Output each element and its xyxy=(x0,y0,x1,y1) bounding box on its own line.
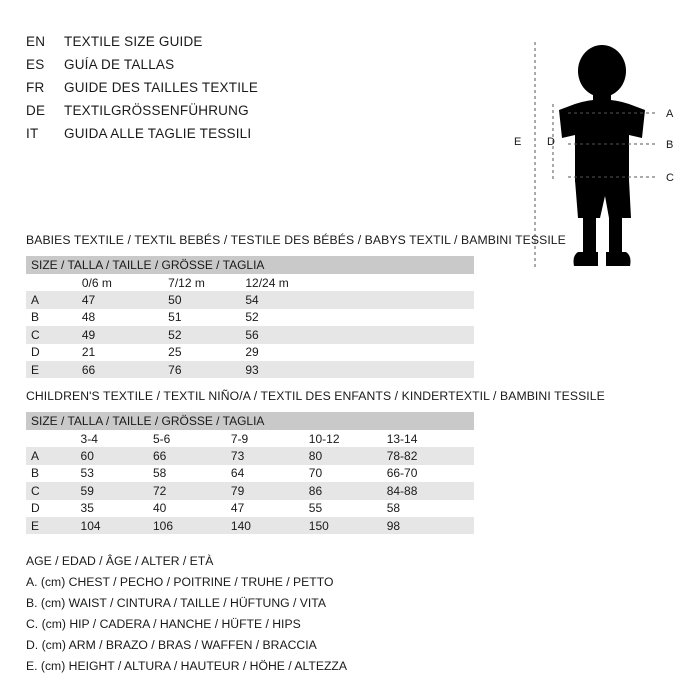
children-row-b-v2: 64 xyxy=(226,465,304,482)
children-row-a-v1: 66 xyxy=(148,447,226,464)
children-row-b-v4: 66-70 xyxy=(382,465,474,482)
children-col-blank xyxy=(26,430,76,447)
legend-item-age: AGE / EDAD / ÂGE / ALTER / ETÀ xyxy=(26,554,214,568)
babies-row-b-v2: 52 xyxy=(240,309,474,326)
babies-row-d-v2: 29 xyxy=(240,344,474,361)
children-size-header: SIZE / TALLA / TAILLE / GRÖSSE / TAGLIA xyxy=(26,412,474,430)
language-code-it: IT xyxy=(26,126,39,141)
table-row xyxy=(26,291,474,308)
babies-col-2: 12/24 m xyxy=(240,274,474,291)
children-row-d-v3: 55 xyxy=(304,500,382,517)
table-row xyxy=(26,309,474,326)
table-column-row xyxy=(26,430,474,447)
children-col-0: 3-4 xyxy=(76,430,148,447)
children-row-c-v0: 59 xyxy=(76,482,148,499)
legend-item-arm: D. (cm) ARM / BRAZO / BRAS / WAFFEN / BRACCIA xyxy=(26,638,317,652)
children-row-b-v1: 58 xyxy=(148,465,226,482)
table-row xyxy=(26,326,474,343)
babies-row-b-v0: 48 xyxy=(77,309,163,326)
table-row xyxy=(26,344,474,361)
children-col-4: 13-14 xyxy=(382,430,474,447)
child-silhouette-icon xyxy=(559,45,645,266)
children-row-c-v2: 79 xyxy=(226,482,304,499)
legend-list xyxy=(26,551,347,677)
table-header-row xyxy=(26,412,474,430)
figure-label-b: B xyxy=(666,139,674,151)
children-row-c-v3: 86 xyxy=(304,482,382,499)
language-code-fr: FR xyxy=(26,80,45,95)
children-row-b-v3: 70 xyxy=(304,465,382,482)
children-col-1: 5-6 xyxy=(148,430,226,447)
babies-row-c-v0: 49 xyxy=(77,326,163,343)
table-row xyxy=(26,361,474,378)
children-row-e-v1: 106 xyxy=(148,517,226,534)
language-row-en xyxy=(26,34,496,57)
babies-row-e-v1: 76 xyxy=(163,361,240,378)
language-text-es: GUÍA DE TALLAS xyxy=(64,57,175,72)
table-row xyxy=(26,517,474,534)
language-row-fr xyxy=(26,80,496,103)
children-row-b-label: B xyxy=(26,465,76,482)
children-row-c-v4: 84-88 xyxy=(382,482,474,499)
children-row-c-v1: 72 xyxy=(148,482,226,499)
children-row-a-v0: 60 xyxy=(76,447,148,464)
babies-row-e-v0: 66 xyxy=(77,361,163,378)
babies-row-d-label: D xyxy=(26,344,77,361)
babies-row-d-v0: 21 xyxy=(77,344,163,361)
children-row-a-v4: 78-82 xyxy=(382,447,474,464)
babies-row-e-label: E xyxy=(26,361,77,378)
children-row-d-v2: 47 xyxy=(226,500,304,517)
legend-item-hip: C. (cm) HIP / CADERA / HANCHE / HÜFTE / HIPS xyxy=(26,617,301,631)
babies-row-c-label: C xyxy=(26,326,77,343)
babies-row-b-v1: 51 xyxy=(163,309,240,326)
language-list xyxy=(26,34,496,149)
babies-row-b-label: B xyxy=(26,309,77,326)
babies-size-header: SIZE / TALLA / TAILLE / GRÖSSE / TAGLIA xyxy=(26,256,474,274)
table-row xyxy=(26,465,474,482)
figure-label-e: E xyxy=(514,136,522,148)
children-size-table xyxy=(26,412,474,534)
language-text-en: TEXTILE SIZE GUIDE xyxy=(64,34,203,49)
legend-item-height: E. (cm) HEIGHT / ALTURA / HAUTEUR / HÖHE / ALTEZZA xyxy=(26,659,347,673)
children-col-3: 10-12 xyxy=(304,430,382,447)
children-row-e-v0: 104 xyxy=(76,517,148,534)
figure-label-a: A xyxy=(666,108,674,120)
children-row-a-v3: 80 xyxy=(304,447,382,464)
language-row-de xyxy=(26,103,496,126)
babies-row-c-v1: 52 xyxy=(163,326,240,343)
figure-label-d: D xyxy=(547,136,555,148)
legend-item-waist: B. (cm) WAIST / CINTURA / TAILLE / HÜFTUNG / VITA xyxy=(26,596,326,610)
children-row-d-v4: 58 xyxy=(382,500,474,517)
language-text-de: TEXTILGRÖSSENFÜHRUNG xyxy=(64,103,249,118)
table-header-row xyxy=(26,256,474,274)
children-row-d-label: D xyxy=(26,500,76,517)
babies-section-title: BABIES TEXTILE / TEXTIL BEBÉS / TESTILE DES BÉBÉS / BABYS TEXTIL / BAMBINI TESSILE xyxy=(26,233,566,247)
table-row xyxy=(26,482,474,499)
language-row-it xyxy=(26,126,496,149)
children-row-e-label: E xyxy=(26,517,76,534)
language-row-es xyxy=(26,57,496,80)
babies-row-a-v2: 54 xyxy=(240,291,474,308)
babies-row-a-label: A xyxy=(26,291,77,308)
language-text-fr: GUIDE DES TAILLES TEXTILE xyxy=(64,80,259,95)
children-row-e-v2: 140 xyxy=(226,517,304,534)
babies-row-a-v1: 50 xyxy=(163,291,240,308)
language-code-de: DE xyxy=(26,103,46,118)
babies-row-c-v2: 56 xyxy=(240,326,474,343)
children-row-a-v2: 73 xyxy=(226,447,304,464)
babies-row-a-v0: 47 xyxy=(77,291,163,308)
babies-col-1: 7/12 m xyxy=(163,274,240,291)
children-row-e-v3: 150 xyxy=(304,517,382,534)
children-row-c-label: C xyxy=(26,482,76,499)
babies-col-0: 0/6 m xyxy=(77,274,163,291)
table-column-row xyxy=(26,274,474,291)
children-row-e-v4: 98 xyxy=(382,517,474,534)
children-row-d-v0: 35 xyxy=(76,500,148,517)
language-text-it: GUIDA ALLE TAGLIE TESSILI xyxy=(64,126,252,141)
babies-col-blank xyxy=(26,274,77,291)
figure-label-c: C xyxy=(666,172,674,184)
children-row-a-label: A xyxy=(26,447,76,464)
legend-item-chest: A. (cm) CHEST / PECHO / POITRINE / TRUHE / PETTO xyxy=(26,575,334,589)
babies-row-d-v1: 25 xyxy=(163,344,240,361)
children-row-b-v0: 53 xyxy=(76,465,148,482)
language-code-en: EN xyxy=(26,34,46,49)
table-row xyxy=(26,500,474,517)
language-code-es: ES xyxy=(26,57,45,72)
children-section-title: CHILDREN'S TEXTILE / TEXTIL NIÑO/A / TEXTIL DES ENFANTS / KINDERTEXTIL / BAMBINI TESSILE xyxy=(26,389,605,403)
children-row-d-v1: 40 xyxy=(148,500,226,517)
babies-row-e-v2: 93 xyxy=(240,361,474,378)
babies-size-table xyxy=(26,256,474,378)
table-row xyxy=(26,447,474,464)
children-col-2: 7-9 xyxy=(226,430,304,447)
